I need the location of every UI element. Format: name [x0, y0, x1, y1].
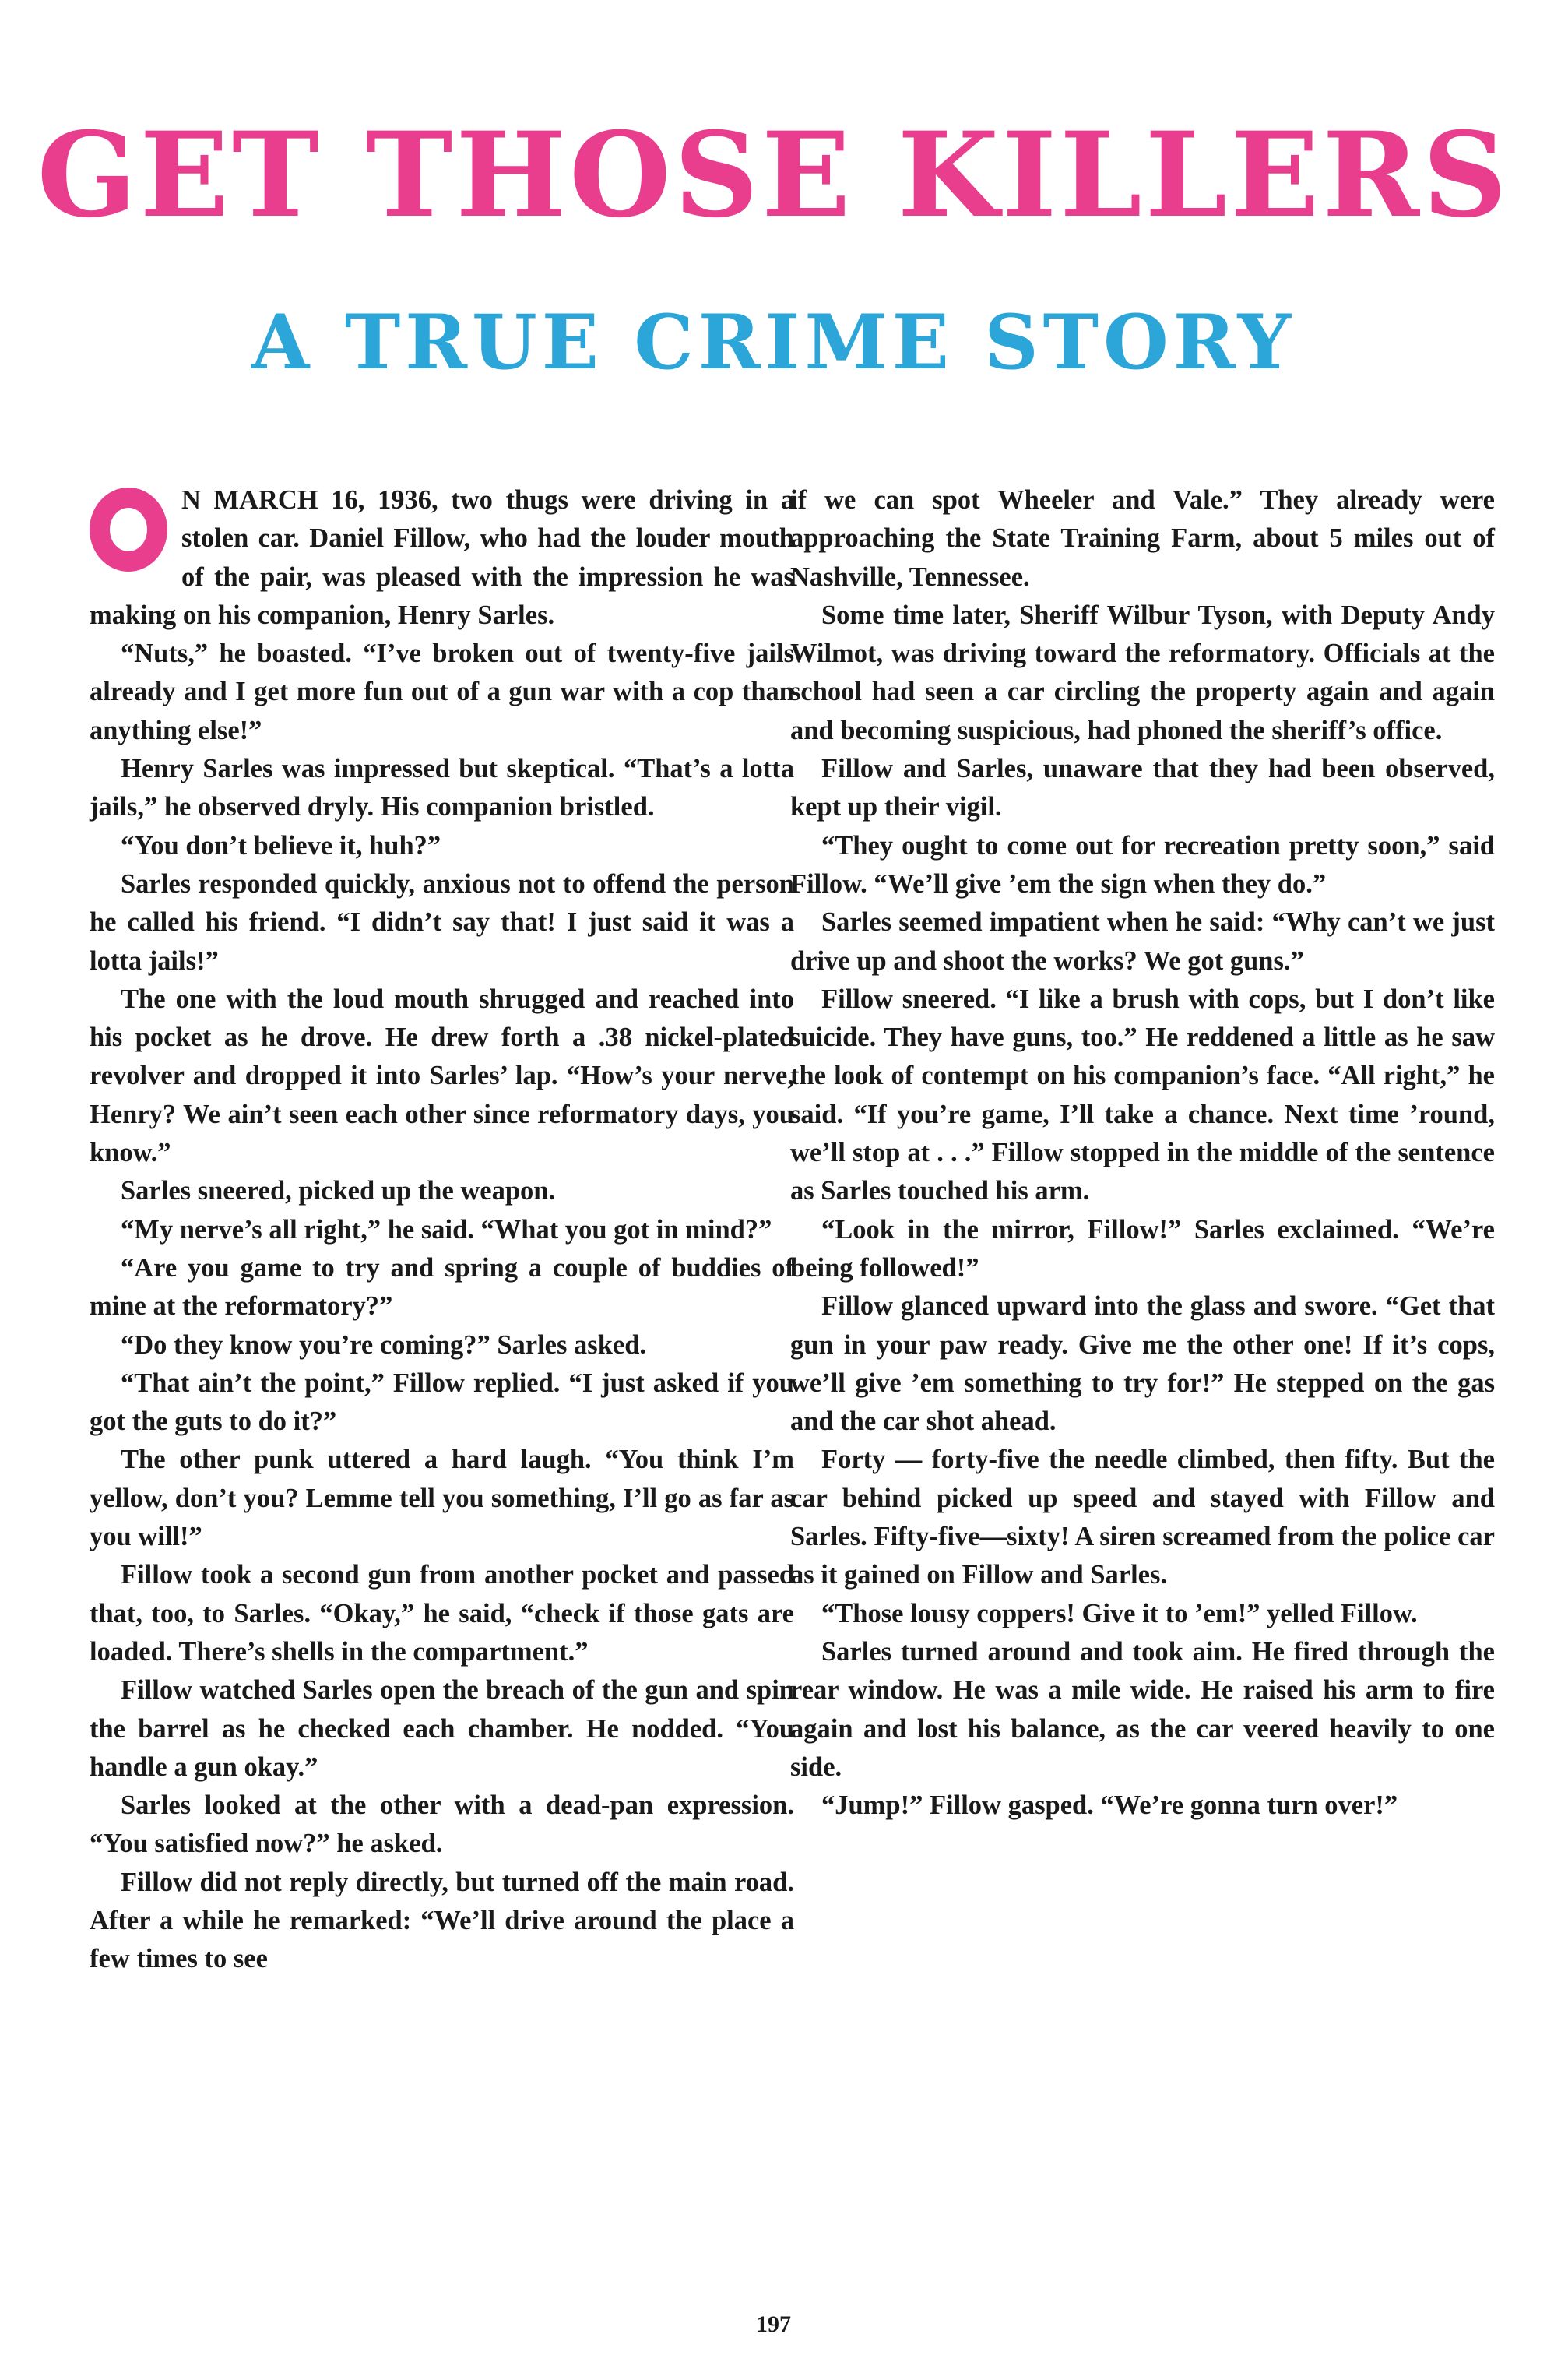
paragraph-text: N MARCH 16, 1936, two thugs were driving in a stolen car. Daniel Fillow, who had the louder mouth of the pair, was pleased with the impression he was making on his companion, Henry Sarles.: [90, 485, 794, 630]
paragraph: “My nerve’s all right,” he said. “What you got in mind?”: [121, 1214, 772, 1245]
paragraph: Henry Sarles was impressed but skeptical. “That’s a lotta jails,” he observed dryly. His companion bristled.: [90, 754, 794, 822]
paragraph: The other punk uttered a hard laugh. “You think I’m yellow, don’t you? Lemme tell you something, I’ll go as far as you will!”: [90, 1445, 794, 1552]
paragraph: The one with the loud mouth shrugged and reached into his pocket as he drove. He drew forth a .38 nickel-plated revolver and dropped it into Sarles’ lap. “How’s your nerve, Henry? We ain’t seen each other since reformatory days, you know.”: [90, 984, 794, 1168]
paragraph: “Those lousy coppers! Give it to ’em!” yelled Fillow.: [821, 1598, 1418, 1628]
paragraph: “That ain’t the point,” Fillow replied. “I just asked if you got the guts to do it?”: [90, 1368, 794, 1437]
paragraph: Fillow and Sarles, unaware that they had been observed, kept up their vigil.: [790, 754, 1495, 822]
paragraph: Fillow did not reply directly, but turned off the main road. After a while he remarked: “We’ll drive around the place a few times to see: [90, 1867, 794, 1974]
paragraph: Sarles sneered, picked up the weapon.: [121, 1176, 556, 1206]
paragraph: if we can spot Wheeler and Vale.” They already were approaching the State Training Farm, about 5 miles out of Nashville, Tennessee.: [790, 485, 1495, 592]
story-title: GET THOSE KILLERS: [37, 107, 1510, 244]
paragraph: “Do they know you’re coming?” Sarles asked.: [121, 1329, 647, 1360]
paragraph: Sarles looked at the other with a dead-pan expression. “You satisfied now?” he asked.: [90, 1790, 794, 1859]
paragraph: Sarles turned around and took aim. He fired through the rear window. He was a mile wide. He raised his arm to fire again and lost his balance, as the car veered heavily to one side.: [790, 1636, 1495, 1782]
paragraph: Sarles responded quickly, anxious not to offend the person he called his friend. “I didn’t say that! I just said it was a lotta jails!”: [90, 868, 794, 976]
left-column: [90, 481, 794, 1979]
right-column: [790, 481, 1495, 1825]
paragraph: [90, 481, 794, 635]
paragraph: “Nuts,” he boasted. “I’ve broken out of twenty-five jails already and I get more fun out of a gun war with a cop than anything else!”: [90, 639, 794, 745]
paragraph: “They ought to come out for recreation pretty soon,” said Fillow. “We’ll give ’em the sign when they do.”: [790, 830, 1495, 899]
paragraph: Fillow glanced upward into the glass and swore. “Get that gun in your paw ready. Give me the other one! If it’s cops, we’ll give ’em something to try for!” He stepped on the gas and the car shot ahead.: [790, 1291, 1495, 1437]
paragraph: “You don’t believe it, huh?”: [121, 830, 441, 861]
paragraph: Some time later, Sheriff Wilbur Tyson, with Deputy Andy Wilmot, was driving toward the reformatory. Officials at the school had seen a car circling the property again and again and becoming suspicious, had phoned the sheriff’s office.: [790, 600, 1495, 745]
story-subtitle: A TRUE CRIME STORY: [251, 298, 1296, 386]
paragraph: Fillow sneered. “I like a brush with cops, but I don’t like suicide. They have guns, too.” He reddened a little as he saw the look of contempt on his companion’s face. “All right,” he said. “If you’re game, I’ll take a chance. Next time ’round, we’ll stop at . . .” Fillow stopped in the middle of the sentence as Sarles touched his arm.: [790, 984, 1495, 1206]
paragraph: Sarles seemed impatient when he said: “Why can’t we just drive up and shoot the works? We got guns.”: [790, 907, 1495, 976]
page-number: 197: [756, 2311, 791, 2337]
paragraph-italic-lead: Forty — forty-five the needle climbed, then fifty. But the car behind picked up speed and stayed with Fillow and Sarles. Fifty-five—sixty! A siren screamed from the police car as it gained on Fillow and Sarles.: [790, 1445, 1495, 1590]
paragraph: “Jump!” Fillow gasped. “We’re gonna turn over!”: [821, 1790, 1398, 1821]
paragraph: Fillow watched Sarles open the breach of the gun and spin the barrel as he checked each chamber. He nodded. “You handle a gun okay.”: [90, 1675, 794, 1782]
paragraph: “Look in the mirror, Fillow!” Sarles exclaimed. “We’re being followed!”: [790, 1214, 1495, 1283]
dropcap-o: [90, 488, 167, 572]
paragraph: “Are you game to try and spring a couple of buddies of mine at the reformatory?”: [90, 1252, 794, 1322]
paragraph: Fillow took a second gun from another pocket and passed that, too, to Sarles. “Okay,” he said, “check if those gats are loaded. There’s shells in the compartment.”: [90, 1560, 794, 1667]
